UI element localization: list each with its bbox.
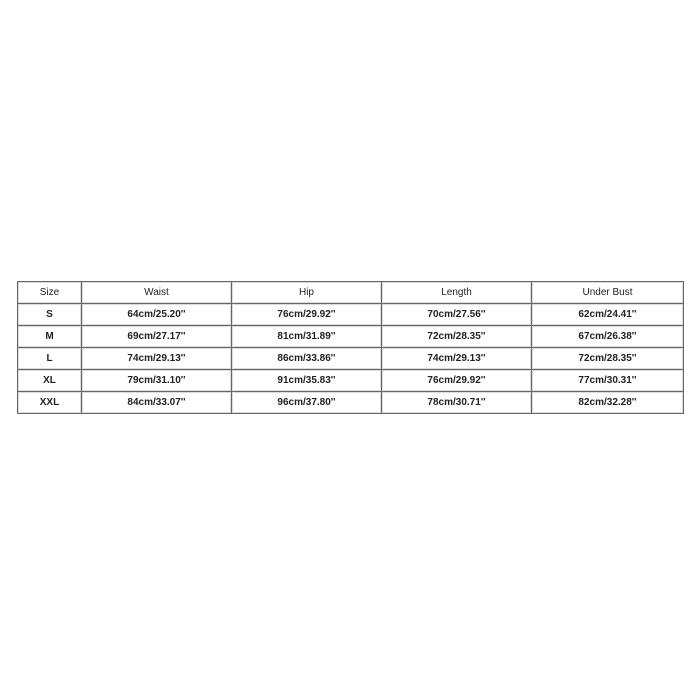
length-cell: 72cm/28.35'' [382,326,532,348]
waist-cell: 64cm/25.20'' [82,304,232,326]
size-cell: XXL [18,392,82,414]
size-cell: S [18,304,82,326]
under-bust-cell: 72cm/28.35'' [532,348,684,370]
hip-cell: 76cm/29.92'' [232,304,382,326]
waist-cell: 84cm/33.07'' [82,392,232,414]
waist-cell: 69cm/27.17'' [82,326,232,348]
hip-cell: 91cm/35.83'' [232,370,382,392]
table-row [18,304,684,326]
under-bust-cell: 67cm/26.38'' [532,326,684,348]
size-cell: XL [18,370,82,392]
header-size: Size [18,282,82,304]
hip-cell: 86cm/33.86'' [232,348,382,370]
waist-cell: 74cm/29.13'' [82,348,232,370]
header-length: Length [382,282,532,304]
table-header-row [18,282,684,304]
header-under-bust: Under Bust [532,282,684,304]
header-hip: Hip [232,282,382,304]
table-row [18,326,684,348]
length-cell: 70cm/27.56'' [382,304,532,326]
size-cell: L [18,348,82,370]
under-bust-cell: 82cm/32.28'' [532,392,684,414]
header-waist: Waist [82,282,232,304]
hip-cell: 81cm/31.89'' [232,326,382,348]
length-cell: 76cm/29.92'' [382,370,532,392]
table-row [18,370,684,392]
under-bust-cell: 77cm/30.31'' [532,370,684,392]
waist-cell: 79cm/31.10'' [82,370,232,392]
table-row [18,348,684,370]
length-cell: 74cm/29.13'' [382,348,532,370]
size-chart-table [17,281,684,414]
hip-cell: 96cm/37.80'' [232,392,382,414]
length-cell: 78cm/30.71'' [382,392,532,414]
size-cell: M [18,326,82,348]
under-bust-cell: 62cm/24.41'' [532,304,684,326]
table-row [18,392,684,414]
